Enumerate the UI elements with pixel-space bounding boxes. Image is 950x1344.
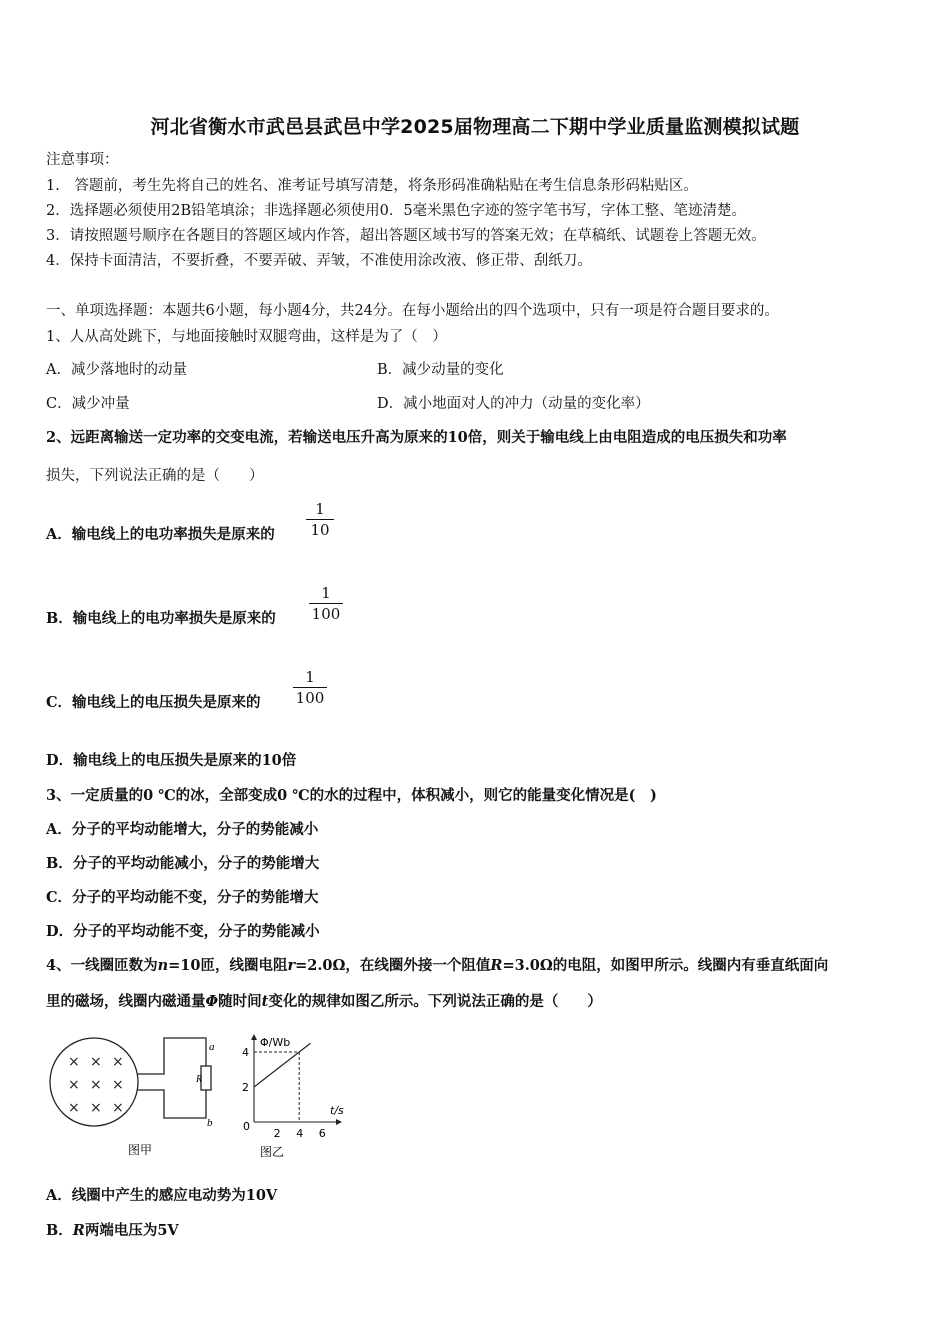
- q4-stem-line1: 4、一线圈匝数为n=10匝，线圈电阻r=2.0Ω，在线圈外接一个阻值R=3.0Ω的电阻，如图甲所示。线圈内有垂直纸面向: [46, 957, 829, 974]
- q2-option-c-fraction: $\frac{1}{100}$: [293, 668, 327, 707]
- q2-option-a-fraction: $\frac{1}{10}$: [306, 500, 334, 539]
- field-cross: ×: [68, 1077, 80, 1093]
- q2-option-b: B．输电线上的电功率损失是原来的: [46, 610, 276, 627]
- coil-lower-wire: [137, 1090, 206, 1118]
- graph-ticks: [242, 1046, 326, 1140]
- section-heading: 一、单项选择题：本题共6小题，每小题4分，共24分。在每小题给出的四个选项中，只有一项是符合题目要求的。: [46, 303, 779, 319]
- notice-item-3: 3．请按照题号顺序在各题目的答题区域内作答，超出答题区域书写的答案无效；在草稿纸、试题卷上答题无效。: [46, 228, 766, 244]
- q2-option-d: D．输电线上的电压损失是原来的10倍: [46, 752, 297, 769]
- terminal-a-label: a: [209, 1041, 215, 1053]
- resistor: [201, 1066, 211, 1090]
- field-cross: ×: [68, 1054, 80, 1070]
- q1-stem: 1、人从高处跳下，与地面接触时双腿弯曲，这样是为了（ ）: [46, 329, 447, 345]
- q1-option-d: D．减小地面对人的冲力（动量的变化率）: [377, 396, 650, 412]
- y-tick-label: 2: [242, 1081, 249, 1094]
- resistor-label: R: [196, 1074, 203, 1085]
- y-axis-arrow: [251, 1034, 257, 1040]
- terminal-b-label: b: [207, 1117, 213, 1129]
- field-cross: ×: [90, 1054, 102, 1070]
- q3-option-d: D．分子的平均动能不变，分子的势能减小: [46, 923, 320, 940]
- magnetic-field-crosses: [68, 1054, 124, 1116]
- q1-option-c: C．减少冲量: [46, 396, 130, 412]
- q2-stem-line2: 损失，下列说法正确的是（ ）: [46, 468, 264, 484]
- q2-option-a: A．输电线上的电功率损失是原来的: [46, 526, 275, 543]
- origin-label: 0: [243, 1120, 250, 1133]
- phi-t-graph: [242, 1034, 344, 1140]
- y-tick-label: 4: [242, 1046, 249, 1059]
- x-tick-label: 6: [318, 1127, 326, 1140]
- q3-option-b: B．分子的平均动能减小，分子的势能增大: [46, 855, 320, 872]
- field-cross: ×: [112, 1077, 124, 1093]
- q1-option-b: B．减少动量的变化: [377, 362, 504, 378]
- q4-stem-line2: 里的磁场，线圈内磁通量Φ随时间t变化的规律如图乙所示。下列说法正确的是（ ）: [46, 993, 602, 1010]
- y-axis-label: Φ/Wb: [260, 1036, 291, 1049]
- q4-option-b: B．R两端电压为5V: [46, 1222, 179, 1239]
- q4-option-a: A．线圈中产生的感应电动势为10V: [46, 1187, 278, 1204]
- coil-upper-wire: [137, 1038, 206, 1074]
- x-tick-label: 4: [296, 1127, 304, 1140]
- field-cross: ×: [112, 1054, 124, 1070]
- fig1-caption: 图甲: [128, 1143, 153, 1157]
- notice-item-1: 1. 答题前，考生先将自己的姓名、准考证号填写清楚，将条形码准确粘贴在考生信息条形码粘贴区。: [46, 178, 698, 194]
- notice-heading: 注意事项：: [46, 152, 119, 168]
- q4-figure-svg: [46, 1030, 366, 1165]
- field-cross: ×: [112, 1100, 124, 1116]
- field-cross: ×: [90, 1100, 102, 1116]
- page-title: 河北省衡水市武邑县武邑中学2025届物理高二下期中学业质量监测模拟试题: [150, 116, 800, 138]
- q1-option-a: A．减少落地时的动量: [46, 362, 187, 378]
- fig2-caption: 图乙: [260, 1145, 285, 1159]
- q2-option-c: C．输电线上的电压损失是原来的: [46, 694, 261, 711]
- x-axis-arrow: [336, 1119, 342, 1125]
- field-cross: ×: [90, 1077, 102, 1093]
- q2-option-b-fraction: $\frac{1}{100}$: [309, 584, 343, 623]
- q2-stem-line1: 2、远距离输送一定功率的交变电流，若输送电压升高为原来的10倍，则关于输电线上由电阻造成的电压损失和功率: [46, 429, 787, 446]
- q3-stem: 3、一定质量的0 ℃的冰，全部变成0 ℃的水的过程中，体积减小，则它的能量变化情况是( ): [46, 787, 657, 804]
- field-cross: ×: [68, 1100, 80, 1116]
- q3-option-c: C．分子的平均动能不变，分子的势能增大: [46, 889, 319, 906]
- x-tick-label: 2: [273, 1127, 281, 1140]
- notice-item-2: 2．选择题必须使用2B铅笔填涂；非选择题必须使用0．5毫米黑色字迹的签字笔书写，字体工整、笔迹清楚。: [46, 203, 747, 219]
- x-axis-label: t/s: [330, 1104, 344, 1117]
- phi-series-line: [254, 1043, 311, 1087]
- notice-item-4: 4．保持卡面清洁，不要折叠，不要弄破、弄皱，不准使用涂改液、修正带、刮纸刀。: [46, 253, 592, 269]
- q4-figure: [46, 1030, 366, 1165]
- q3-option-a: A．分子的平均动能增大，分子的势能减小: [46, 821, 319, 838]
